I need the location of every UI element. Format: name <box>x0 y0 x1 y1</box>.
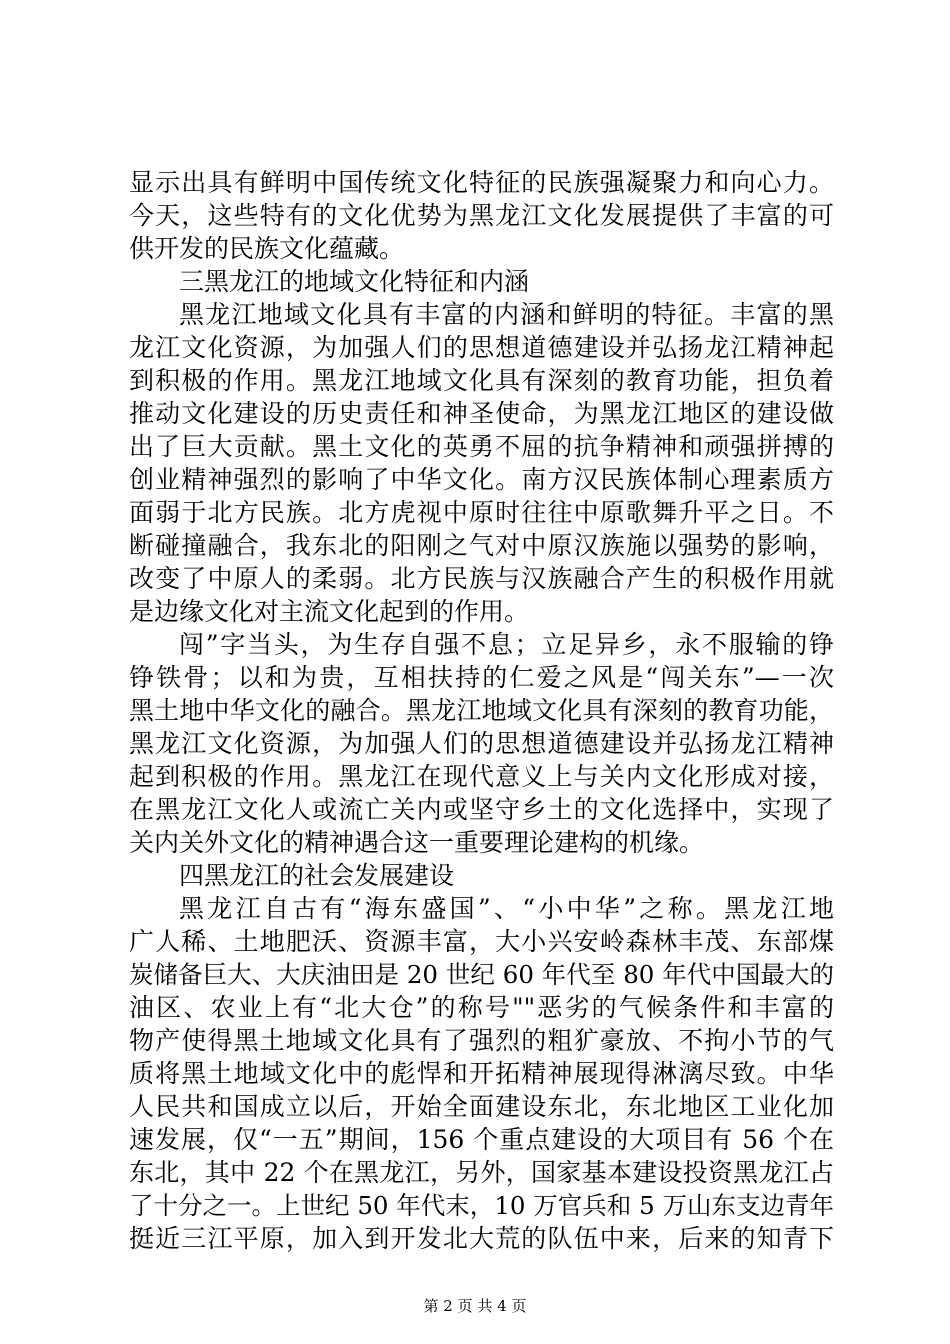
text-line: 今天，这些特有的文化优势为黑龙江文化发展提供了丰富的可 <box>129 201 834 230</box>
text-line: 人民共和国成立以后，开始全面建设东北，东北地区工业化加 <box>129 1092 834 1121</box>
document-body <box>129 166 834 1255</box>
page-footer: 第 2 页 共 4 页 <box>423 1297 527 1315</box>
text-line: 创业精神强烈的影响了中华文化。南方汉民族体制心理素质方 <box>129 465 834 494</box>
text-line: 黑龙江自古有“海东盛国”、“小中华”之称。黑龙江地 <box>179 894 834 923</box>
text-line: 龙江文化资源，为加强人们的思想道德建设并弘扬龙江精神起 <box>129 333 834 362</box>
text-line: 出了巨大贡献。黑土文化的英勇不屈的抗争精神和顽强拼搏的 <box>129 432 834 461</box>
text-line: 油区、农业上有“北大仓”的称号""恶劣的气候条件和丰富的 <box>129 993 834 1022</box>
text-line: 闯”字当头，为生存自强不息；立足异乡，永不服输的铮 <box>179 630 834 659</box>
text-line: 炭储备巨大、大庆油田是 20 世纪 60 年代至 80 年代中国最大的 <box>129 960 834 989</box>
text-line: 黑龙江文化资源，为加强人们的思想道德建设并弘扬龙江精神 <box>129 729 834 758</box>
text-line: 是边缘文化对主流文化起到的作用。 <box>129 597 530 626</box>
text-line: 显示出具有鲜明中国传统文化特征的民族强凝聚力和向心力。 <box>129 168 834 197</box>
section-heading: 三黑龙江的地域文化特征和内涵 <box>179 267 530 296</box>
text-line: 速发展，仅“一五”期间，156 个重点建设的大项目有 56 个在 <box>129 1125 834 1154</box>
text-line: 黑土地中华文化的融合。黑龙江地域文化具有深刻的教育功能， <box>129 696 834 725</box>
text-line: 挺近三江平原，加入到开发北大荒的队伍中来，后来的知青下 <box>129 1224 834 1253</box>
text-line: 推动文化建设的历史责任和神圣使命，为黑龙江地区的建设做 <box>129 399 834 428</box>
text-line: 关内关外文化的精神遇合这一重要理论建构的机缘。 <box>129 828 705 857</box>
section-heading: 四黑龙江的社会发展建设 <box>179 861 455 890</box>
text-line: 黑龙江地域文化具有丰富的内涵和鲜明的特征。丰富的黑 <box>179 300 834 329</box>
text-line: 物产使得黑土地域文化具有了强烈的粗犷豪放、不拘小节的气 <box>129 1026 834 1055</box>
text-line: 起到积极的作用。黑龙江在现代意义上与关内文化形成对接， <box>129 762 834 791</box>
text-line: 铮铁骨；以和为贵，互相扶持的仁爱之风是“闯关东”—一次 <box>129 663 834 692</box>
text-line: 广人稀、土地肥沃、资源丰富，大小兴安岭森林丰茂、东部煤 <box>129 927 834 956</box>
text-line: 东北，其中 22 个在黑龙江，另外，国家基本建设投资黑龙江占 <box>129 1158 834 1187</box>
text-line: 供开发的民族文化蕴藏。 <box>129 234 405 263</box>
text-line: 改变了中原人的柔弱。北方民族与汉族融合产生的积极作用就 <box>129 564 834 593</box>
text-line: 在黑龙江文化人或流亡关内或坚守乡土的文化选择中，实现了 <box>129 795 834 824</box>
text-line: 了十分之一。上世纪 50 年代末，10 万官兵和 5 万山东支边青年 <box>129 1191 834 1220</box>
text-line: 质将黑土地域文化中的彪悍和开拓精神展现得淋漓尽致。中华 <box>129 1059 834 1088</box>
text-line: 断碰撞融合，我东北的阳刚之气对中原汉族施以强势的影响， <box>129 531 834 560</box>
text-line: 到积极的作用。黑龙江地域文化具有深刻的教育功能，担负着 <box>129 366 834 395</box>
text-line: 面弱于北方民族。北方虎视中原时往往中原歌舞升平之日。不 <box>129 498 834 527</box>
